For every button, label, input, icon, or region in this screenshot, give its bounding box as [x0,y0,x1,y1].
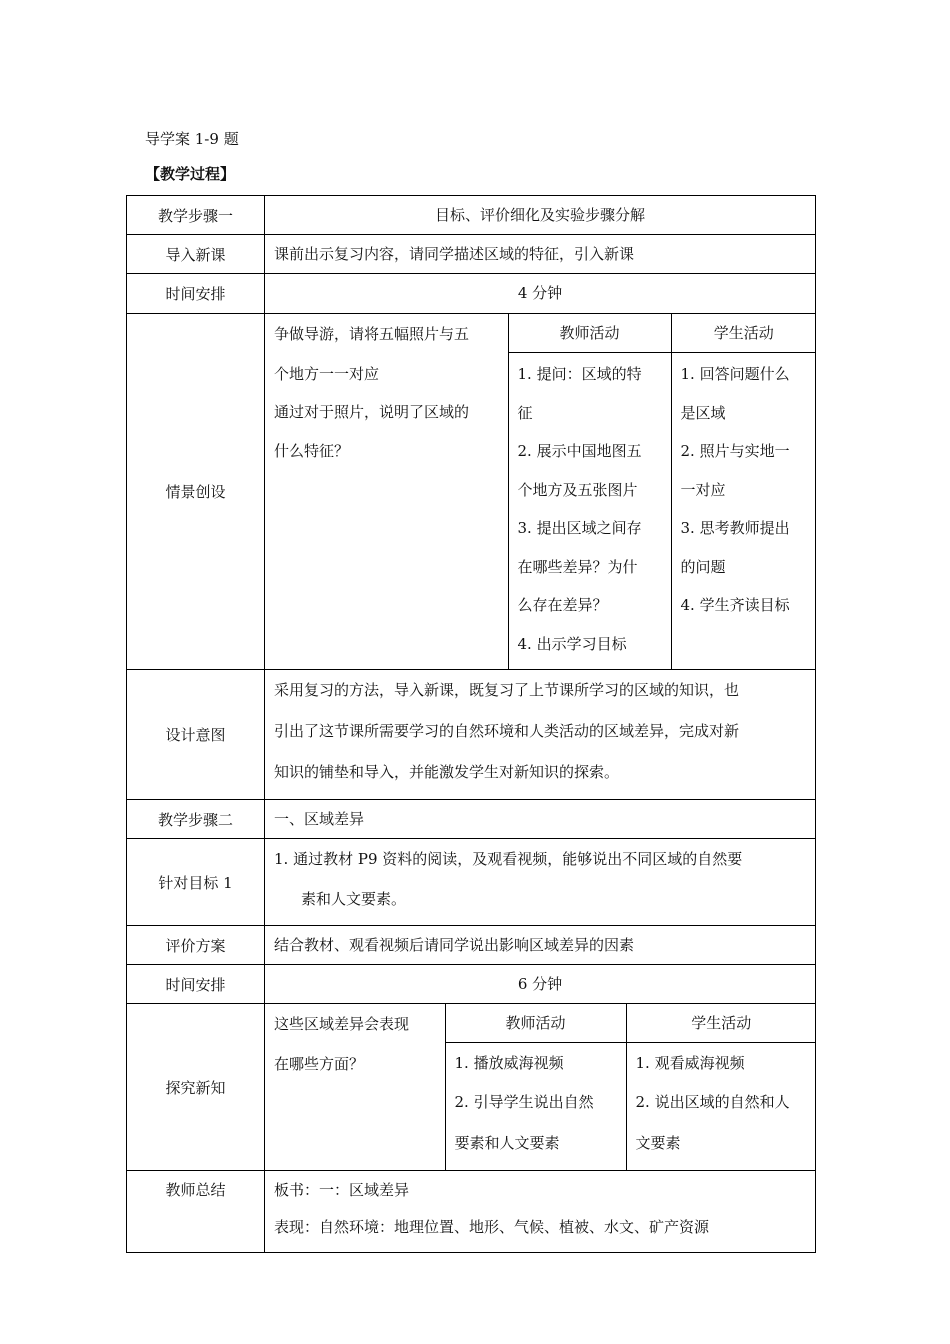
table-row [127,1171,816,1253]
teacher-activity-header: 教师活动 [445,1004,626,1043]
table-row [127,839,816,926]
table-row [127,196,816,235]
row-content: 板书：一：区域差异 表现：自然环境：地理位置、地形、气候、植被、水文、矿产资源 [265,1171,816,1253]
row-content: 课前出示复习内容，请同学描述区域的特征，引入新课 [265,235,816,274]
row-content [265,1004,816,1171]
table-row [127,926,816,965]
table-row [127,800,816,839]
student-activity: 1. 回答问题什么 是区域 2. 照片与实地一 一对应 3. 思考教师提出 的问题 4. 学生齐读目标 [671,353,816,670]
teacher-activity-header: 教师活动 [508,314,671,353]
table-row [127,314,816,670]
student-activity-header: 学生活动 [626,1004,816,1043]
teacher-activity: 1. 提问：区域的特 征 2. 展示中国地图五 个地方及五张图片 3. 提出区域之间存 在哪些差异？为什 么存在差异？ 4. 出示学习目标 [508,353,671,670]
row-label: 探究新知 [127,1004,265,1171]
table-row [127,1004,816,1171]
row-content: 一、区域差异 [265,800,816,839]
row-label: 针对目标 1 [127,839,265,926]
row-label: 时间安排 [127,274,265,314]
row-label: 情景创设 [127,314,265,670]
row-label: 教学步骤二 [127,800,265,839]
row-content: 采用复习的方法，导入新课，既复习了上节课所学习的区域的知识，也 引出了这节课所需要学习的自然环境和人类活动的区域差异，完成对新 知识的铺垫和导入，并能激发学生对新知识的探索。 [265,670,816,800]
inquiry-text: 这些区域差异会表现 在哪些方面？ [274,1015,410,1073]
table-row [127,965,816,1004]
row-content: 结合教材、观看视频后请同学说出影响区域差异的因素 [265,926,816,965]
section-title: 【教学过程】 [145,165,236,183]
row-label: 评价方案 [127,926,265,965]
row-content: 4 分钟 [265,274,816,314]
row-label: 时间安排 [127,965,265,1004]
row-content: 6 分钟 [265,965,816,1004]
row-content: 目标、评价细化及实验步骤分解 [265,196,816,235]
lesson-table [126,195,816,1253]
row-content: 1. 通过教材 P9 资料的阅读，及观看视频，能够说出不同区域的自然要 素和人文要素。 [265,839,816,926]
student-activity-header: 学生活动 [671,314,816,353]
doc-heading: 导学案 1-9 题 [145,130,239,148]
row-label: 导入新课 [127,235,265,274]
scenario-text: 争做导游，请将五幅照片与五 个地方一一对应 通过对于照片，说明了区域的 什么特征？ [274,325,470,460]
table-row [127,274,816,314]
teacher-activity: 1. 播放威海视频 2. 引导学生说出自然 要素和人文要素 [445,1043,626,1171]
table-row [127,235,816,274]
table-row [127,670,816,800]
row-label: 教学步骤一 [127,196,265,235]
row-label: 设计意图 [127,670,265,800]
row-content [265,314,816,670]
student-activity: 1. 观看威海视频 2. 说出区域的自然和人 文要素 [626,1043,816,1171]
row-label: 教师总结 [127,1171,265,1253]
